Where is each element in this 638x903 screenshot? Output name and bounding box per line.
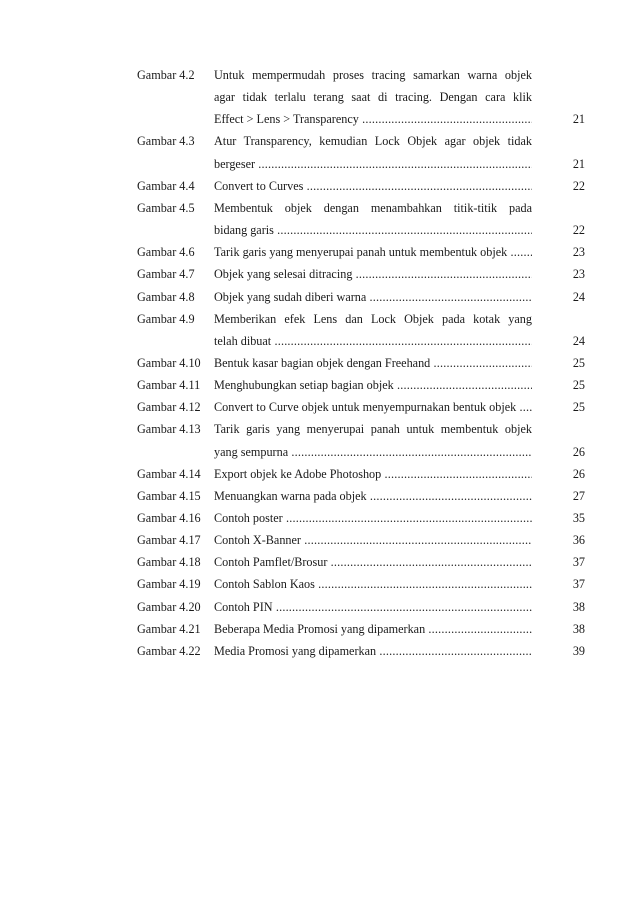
page-number: 23: [572, 245, 585, 260]
figure-caption: bidang garis .....: [214, 221, 532, 239]
figure-caption: Contoh PIN .....: [214, 598, 532, 616]
figure-label: Gambar 4.17: [137, 533, 201, 548]
page-number: 25: [572, 378, 585, 393]
figure-caption: Menghubungkan setiap bagian objek .....: [214, 376, 532, 394]
figure-caption: Contoh poster .....: [214, 509, 532, 527]
figure-entry-line: [137, 420, 585, 438]
figure-label: Gambar 4.12: [137, 400, 201, 415]
figure-label: Gambar 4.7: [137, 267, 195, 282]
page-number: 25: [572, 355, 585, 370]
page-number: 36: [572, 533, 585, 548]
page-number: 21: [572, 112, 585, 127]
figure-entry-line: [137, 598, 585, 616]
figure-entry-line: [137, 376, 585, 394]
figure-caption: Objek yang sudah diberi warna .....: [214, 288, 532, 306]
figure-caption: Contoh Sablon Kaos .....: [214, 575, 532, 593]
figure-entry-line: [137, 487, 585, 505]
figure-label: Gambar 4.11: [137, 378, 201, 393]
figure-label: Gambar 4.16: [137, 511, 201, 525]
figure-caption: Objek yang selesai ditracing .....: [214, 265, 532, 283]
figure-entry-line: [137, 553, 585, 571]
figure-entry-line: [137, 243, 585, 261]
figure-entry-line: [137, 354, 585, 372]
figure-entry-line: [137, 620, 585, 638]
page-number: 24: [572, 333, 585, 348]
figure-entry-line: [137, 509, 585, 527]
figure-entry-line: [137, 288, 585, 306]
figure-label: Gambar 4.9: [137, 311, 195, 326]
figure-label: Gambar 4.21: [137, 621, 201, 636]
figure-caption: Beberapa Media Promosi yang dipamerkan .....: [214, 620, 532, 638]
figure-entry-line: [137, 221, 585, 239]
figure-caption: Effect > Lens > Transparency .....: [214, 110, 532, 128]
figure-entry-line: [137, 443, 585, 461]
figure-label: Gambar 4.3: [137, 134, 195, 149]
page-number: 22: [572, 178, 585, 193]
figure-entry-line: [137, 465, 585, 483]
figure-caption: Untuk mempermudah proses tracing samarkan warna objek: [214, 68, 532, 82]
figure-label: Gambar 4.15: [137, 488, 201, 503]
figure-caption: Atur Transparency, kemudian Lock Objek agar objek tidak: [214, 134, 532, 149]
figure-caption: agar tidak terlalu terang saat di tracing. Dengan cara klik: [214, 90, 532, 105]
figure-label: Gambar 4.13: [137, 422, 201, 437]
figure-entry-line: [137, 88, 585, 106]
figure-caption: yang sempurna .....: [214, 443, 532, 461]
figure-entry-line: [137, 575, 585, 593]
figure-entry-line: [137, 66, 585, 84]
figure-entry-line: [137, 110, 585, 128]
figure-caption: Contoh Pamflet/Brosur .....: [214, 553, 532, 571]
figure-label: Gambar 4.8: [137, 289, 195, 304]
figure-label: Gambar 4.20: [137, 599, 201, 614]
figure-caption: Menuangkan warna pada objek .....: [214, 487, 532, 505]
figure-label: Gambar 4.2: [137, 68, 195, 82]
figure-entry-line: [137, 398, 585, 416]
figure-entry-line: [137, 332, 585, 350]
figure-caption: Convert to Curve objek untuk menyempurnakan bentuk objek .....: [214, 398, 532, 416]
figure-label: Gambar 4.14: [137, 466, 201, 481]
page-number: 39: [572, 643, 585, 658]
figure-entry-line: [137, 155, 585, 173]
figure-entry-line: [137, 310, 585, 328]
figure-label: Gambar 4.10: [137, 355, 201, 370]
figure-caption: Media Promosi yang dipamerkan .....: [214, 642, 532, 660]
page-number: 26: [572, 466, 585, 481]
figure-label: Gambar 4.18: [137, 555, 201, 570]
page-number: 21: [572, 156, 585, 171]
figure-entry-line: [137, 199, 585, 217]
page-number: 37: [572, 555, 585, 570]
page-number: 38: [572, 621, 585, 636]
figure-label: Gambar 4.4: [137, 178, 195, 193]
page-number: 25: [572, 400, 585, 415]
figure-caption: Memberikan efek Lens dan Lock Objek pada kotak yang: [214, 311, 532, 326]
page-number: 23: [572, 267, 585, 282]
page-number: 27: [572, 488, 585, 503]
figure-caption: Membentuk objek dengan menambahkan titik-titik pada: [214, 200, 532, 215]
figure-entry-line: [137, 177, 585, 195]
page-number: 26: [572, 444, 585, 459]
figure-caption: bergeser .....: [214, 155, 532, 173]
figure-caption: Convert to Curves .....: [214, 177, 532, 195]
figure-entry-line: [137, 642, 585, 660]
figure-caption: Tarik garis yang menyerupai panah untuk membentuk objek .....: [214, 243, 532, 261]
page-number: 22: [572, 223, 585, 238]
figure-caption: Export objek ke Adobe Photoshop .....: [214, 465, 532, 483]
page-number: 38: [572, 599, 585, 614]
page-number: 24: [572, 289, 585, 304]
figure-label: Gambar 4.22: [137, 643, 201, 658]
page-number: 35: [572, 511, 585, 525]
page-number: 37: [572, 577, 585, 592]
figure-caption: Tarik garis yang menyerupai panah untuk membentuk objek: [214, 422, 532, 437]
figure-caption: Bentuk kasar bagian objek dengan Freehand .....: [214, 354, 532, 372]
figure-entry-line: [137, 531, 585, 549]
figure-caption: Contoh X-Banner .....: [214, 531, 532, 549]
figure-label: Gambar 4.5: [137, 200, 195, 215]
figure-entry-line: [137, 265, 585, 283]
figure-entry-line: [137, 132, 585, 150]
figure-caption: telah dibuat .....: [214, 332, 532, 350]
figure-label: Gambar 4.19: [137, 577, 201, 592]
figure-label: Gambar 4.6: [137, 245, 195, 260]
